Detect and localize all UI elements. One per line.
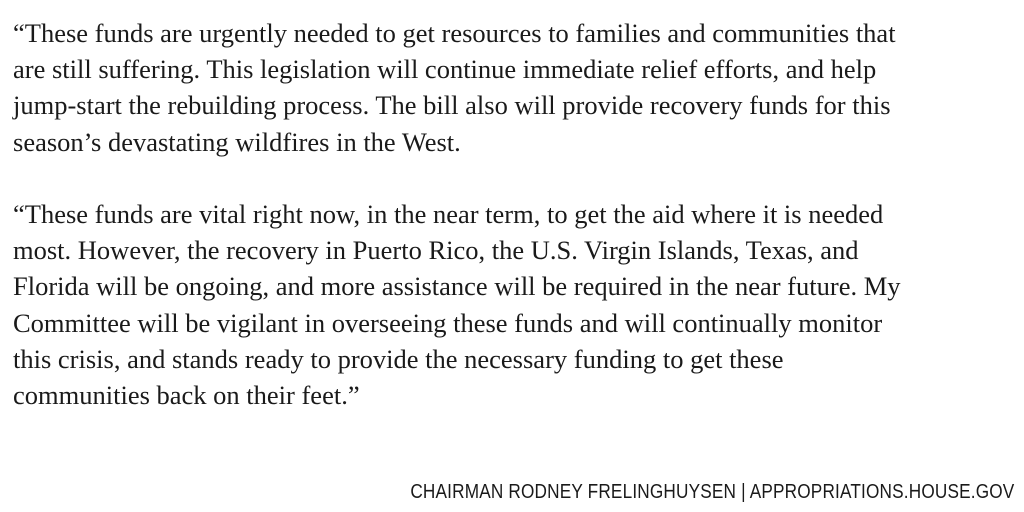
quote-line: most. However, the recovery in Puerto Rico, the U.S. Virgin Islands, Texas, and — [13, 235, 859, 266]
paragraph-spacer — [13, 160, 1013, 196]
quote-line: season’s devastating wildfires in the West. — [13, 126, 461, 157]
quote-line: “These funds are urgently needed to get resources to families and communities that — [13, 18, 896, 48]
quote-line: communities back on their feet.” — [13, 380, 360, 411]
quote-line: Florida will be ongoing, and more assistance will be required in the near future. My — [13, 271, 901, 302]
quote-line: this crisis, and stands ready to provide the necessary funding to get these — [13, 343, 784, 374]
quote-line: are still suffering. This legislation will continue immediate relief efforts, and help — [13, 54, 877, 85]
quote-line: “These funds are vital right now, in the near term, to get the aid where it is needed — [13, 199, 884, 229]
quote-line: jump-start the rebuilding process. The bill also will provide recovery funds for this — [13, 90, 891, 121]
attribution-credit: CHAIRMAN RODNEY FRELINGHUYSEN | APPROPRIATIONS.HOUSE.GOV — [409, 481, 1014, 503]
quote-paragraph-2 — [13, 196, 1013, 413]
quote-paragraph-1 — [13, 15, 1013, 160]
quote-line: Committee will be vigilant in overseeing these funds and will continually monitor — [13, 307, 883, 338]
quote-block — [13, 15, 1013, 413]
